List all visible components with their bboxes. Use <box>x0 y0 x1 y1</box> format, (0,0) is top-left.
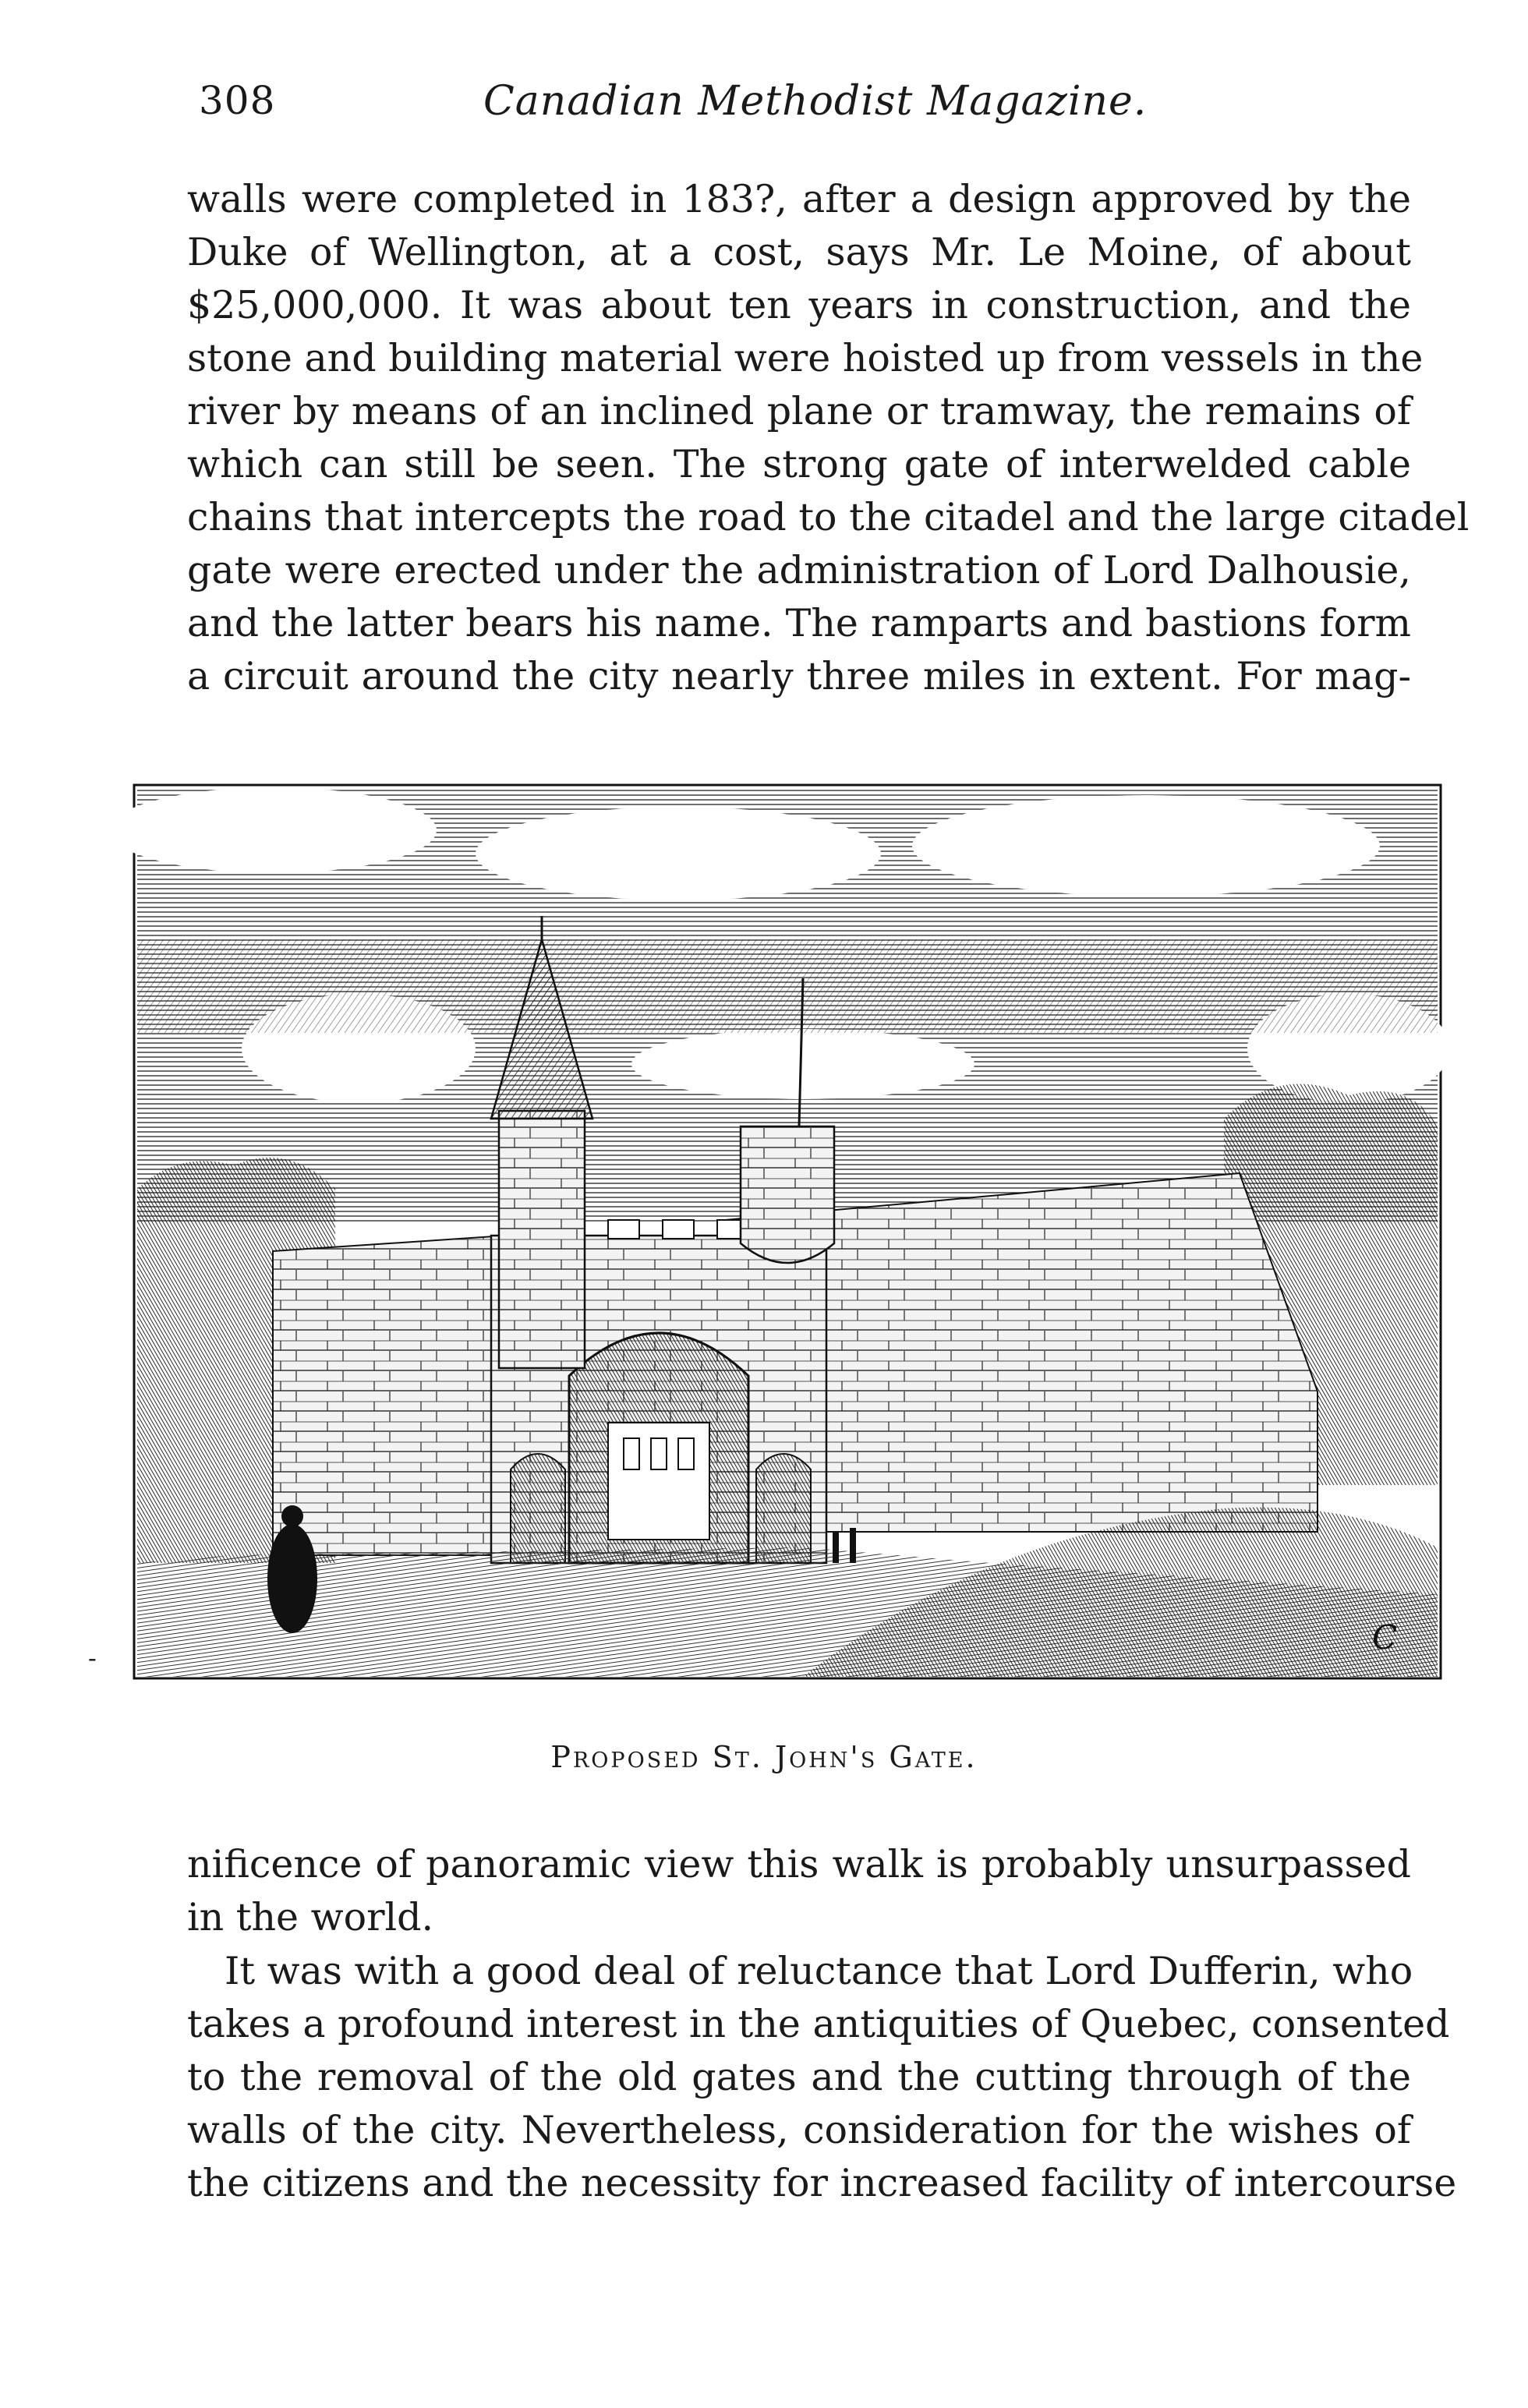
text-line: stone and building material were hoisted up from vessels in the <box>187 336 1424 380</box>
text-line: gate were erected under the administration of Lord Dalhousie, <box>187 548 1411 592</box>
figure-caption: Proposed St. John's Gate. <box>550 1740 978 1774</box>
paragraph-continuation <box>187 173 1470 703</box>
artist-signature: C <box>1372 1618 1398 1657</box>
paragraph-end <box>187 1838 1411 1944</box>
text-line: chains that intercepts the road to the citadel and the large citadel <box>187 495 1470 539</box>
text-line: to the removal of the old gates and the cutting through of the <box>187 2055 1411 2099</box>
wall-left <box>273 1236 507 1555</box>
page-number: 308 <box>199 78 276 123</box>
running-title: Canadian Methodist Magazine. <box>483 78 1148 125</box>
text-line: takes a profound interest in the antiquities of Quebec, consented <box>187 2002 1450 2046</box>
text-line: nificence of panoramic view this walk is probably unsurpassed <box>187 1842 1411 1886</box>
tower-right <box>741 1126 834 1263</box>
tower-left <box>499 1111 585 1368</box>
text-line: It was with a good deal of reluctance that Lord Dufferin, who <box>225 1949 1413 1993</box>
text-line: walls were completed in 183?, after a design approved by the <box>187 177 1411 221</box>
text-line: the citizens and the necessity for increased facility of intercourse <box>187 2161 1457 2205</box>
margin-mark: - <box>88 1643 97 1673</box>
paragraph-new <box>187 1945 1457 2210</box>
text-line: $25,000,000. It was about ten years in construction, and the <box>187 283 1411 327</box>
engraving-st-johns-gate <box>133 783 1442 1680</box>
text-line: which can still be seen. The strong gate of interwelded cable <box>187 442 1411 486</box>
gate-illustration <box>133 783 1442 1680</box>
figure-person <box>267 1524 317 1633</box>
text-line: a circuit around the city nearly three miles in extent. For mag- <box>187 654 1411 698</box>
text-line: in the world. <box>187 1895 434 1939</box>
text-line: and the latter bears his name. The ramparts and bastions form <box>187 601 1411 645</box>
text-line: walls of the city. Nevertheless, consideration for the wishes of <box>187 2108 1411 2152</box>
page-header <box>0 78 1528 140</box>
text-line: Duke of Wellington, at a cost, says Mr. Le Moine, of about <box>187 230 1411 274</box>
text-line: river by means of an inclined plane or tramway, the remains of <box>187 389 1411 433</box>
